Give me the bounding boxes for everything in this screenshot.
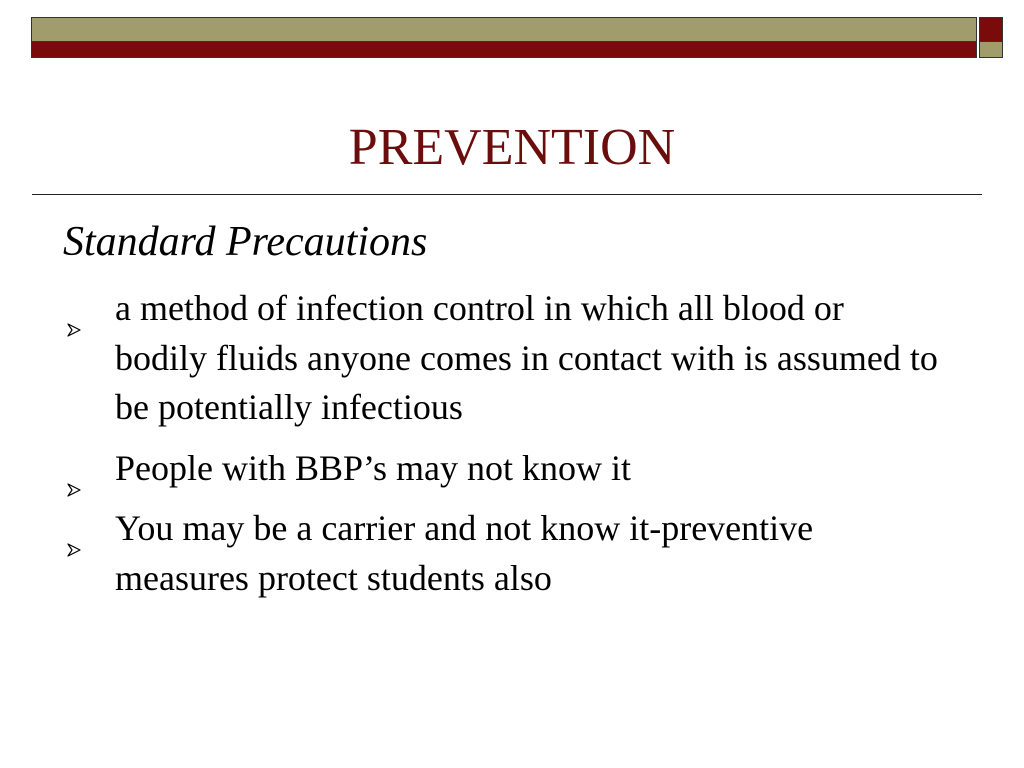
bullet-list: [63, 284, 943, 614]
slide-title: PREVENTION: [348, 119, 676, 176]
header-bar-maroon: [31, 42, 977, 58]
arrowhead-bullet-icon: [67, 461, 81, 475]
subheading: Standard Precautions: [63, 219, 428, 265]
bullet-text: You may be a carrier and not know it-preventive measures protect students also: [115, 508, 814, 598]
arrowhead-bullet-icon: [67, 521, 81, 535]
list-item: [63, 444, 943, 494]
bullet-text: People with BBP’s may not know it: [115, 447, 632, 488]
corner-block-maroon: [979, 17, 1003, 42]
bullet-text: a method of infection control in which all blood or bodily fluids anyone comes in contact with is assumed to be potentially infectious: [115, 288, 938, 427]
list-item: [63, 284, 943, 433]
title-divider: [32, 194, 982, 195]
arrowhead-bullet-icon: [67, 301, 81, 315]
corner-block-olive: [979, 42, 1003, 58]
list-item: [63, 504, 943, 603]
header-bar-olive: [31, 17, 977, 42]
